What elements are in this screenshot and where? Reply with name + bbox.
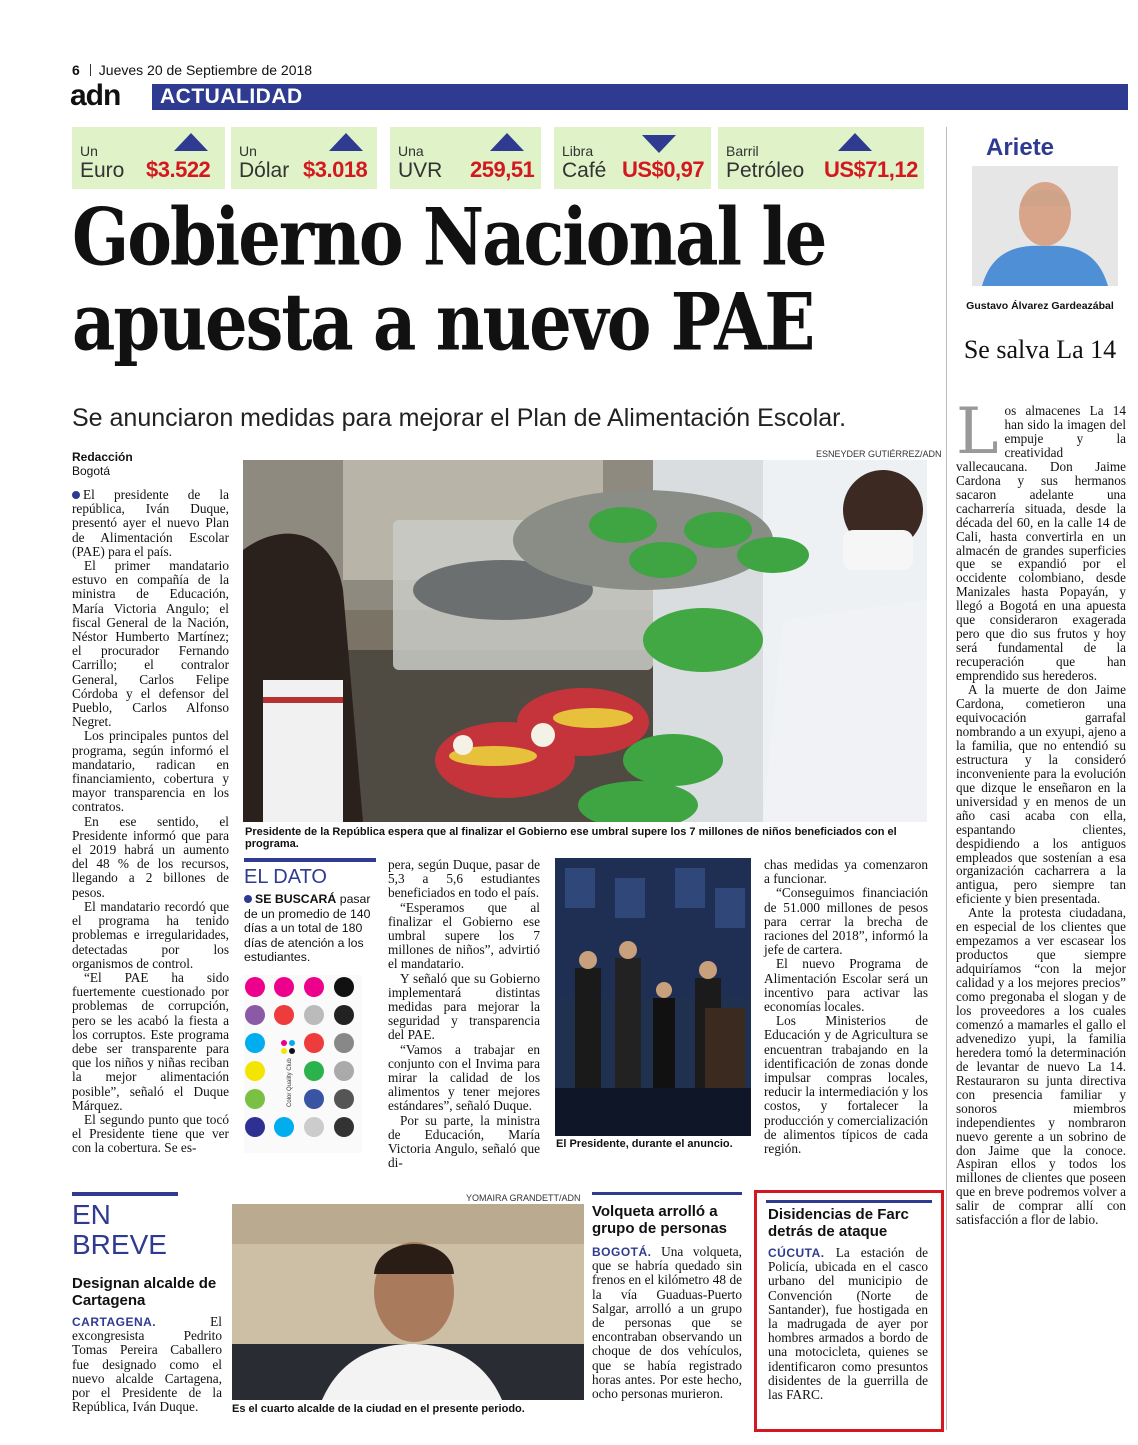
ticker-name: Café (562, 159, 607, 182)
ticker-cafe (554, 127, 711, 189)
column-author: Gustavo Álvarez Gardeazábal (966, 300, 1114, 312)
brief-3-headline: Disidencias de Farc detrás de ataque (768, 1206, 909, 1240)
issue-date: Jueves 20 de Septiembre de 2018 (98, 62, 313, 78)
dateline-place: CÚCUTA. (768, 1246, 825, 1260)
arrow-up-icon (490, 133, 524, 151)
paragraph: “Conseguimos financiación de 51.000 millones de pesos para cerrar la brecha de raciones del 2018”, informó la jefe de cartera. (764, 885, 928, 958)
bullet-icon (72, 491, 80, 499)
article-column-2 (388, 858, 540, 1170)
photo-credit: ESNEYDER GUTIÉRREZ/ADN (816, 449, 942, 459)
en-breve-title (72, 1200, 167, 1260)
brief-3-body (768, 1246, 928, 1402)
article-column-3 (764, 858, 928, 1156)
ticker-unit: Un (239, 143, 257, 159)
dato-lead: SE BUSCARÁ (255, 892, 337, 906)
ticker-value: 259,51 (470, 157, 535, 182)
brief-2-headline: Volqueta arrolló a grupo de personas (592, 1203, 728, 1237)
president-announcement-photo (555, 858, 751, 1136)
paragraph: A la muerte de don Jaime Cardona, cometieron una equivocación garrafal nombrando a un exyupi, ajeno a la familia, que no entendió su estructura y la consideró inconveniente para la evolución que dizque le enseñaron en la universidad y en menos de un año casi acaba con ella, espantando clientes, despidiendo a los antiguos empleados que sostenían a esa organización cacharrera a la antigua, pero siempre tan eficiente y bien presentada. (956, 682, 1126, 907)
arrow-up-icon (174, 133, 208, 151)
brief-1-headline: Designan alcalde de Cartagena (72, 1275, 217, 1309)
adn-logo: adn (70, 82, 150, 112)
brief-1-body (72, 1315, 222, 1414)
ticker-unit: Una (398, 143, 424, 159)
arrow-up-icon (329, 133, 363, 151)
paragraph: “Esperamos que al finalizar el Gobierno ese umbral supere los 7 millones de niños”, advirtió el mandatario. (388, 899, 540, 972)
page-number: 6 (72, 62, 80, 78)
paragraph: Ante la protesta ciudadana, en especial de los clientes que empezamos a ver escasear los productos que siempre adquiríamos “con la mejor calidad y a los mejores precios” como pregonaba el slogan y de los proveedores a los cuales comenzó a mamarles el gallo el advenedizo yupi, la familia heredera tomó la determinación de levantar de nuevo La 14. Restauraron su junta directiva con presencia familiar y sonoros miembros independientes y nombraron nuevo gerente a un sobrino de don Jaime que la conoce. Aspiran ellos y todos los millones de clientes que poseen que en breve podremos volver a salir de comprar allí con satisfacción a flor de labio. (956, 905, 1126, 1228)
ticker-petroleo (718, 127, 924, 189)
brief-text: La estación de Policía, ubicada en el casco urbano del municipio de Convención (Norte de Santander), fue hostigada en la madrugada de ayer por hombres armados a bordo de una motocicleta, quienes se identificaron como presuntos disidentes de la guerrilla de las FARC. (768, 1245, 929, 1403)
mayor-photo-caption: Es el cuarto alcalde de la ciudad en el presente periodo. (232, 1403, 525, 1415)
subheadline: Se anunciaron medidas para mejorar el Plan de Alimentación Escolar. (72, 404, 847, 432)
title-line: EN (72, 1199, 111, 1230)
ticker-name: Petróleo (726, 159, 805, 182)
author-photo (972, 166, 1118, 286)
paragraph: chas medidas ya comenzaron a funcionar. (764, 857, 928, 887)
paragraph: En ese sentido, el Presidente informó que para el 2019 habrá un aumento del 48 % de los recursos, llegando a 2 billones de pesos. (72, 813, 229, 900)
paragraph: “Vamos a trabajar en conjunto con el Invima para mirar la calidad de los alimentos y tener mejores estándares”, señaló Duque. (388, 1041, 540, 1114)
paragraph: El primer mandatario estuvo en compañía de la ministra de Educación, María Victoria Angulo; el fiscal General de la Nación, Néstor Humberto Martínez; el procurador Fernando Carrillo; el contralor General, Carlos Felipe Córdoba y el defensor del Pueblo, Carlos Alfonso Negret. (72, 558, 229, 730)
ticker-value: US$0,97 (622, 157, 705, 182)
paragraph: Los Ministerios de Educación y de Agricultura se encuentran trabajando en la identificación de zonas donde impulsar compras locales, reducir la intermediación y los costos, y fortalecer la producción y comercialización de alimentos típicos de cada región. (764, 1013, 928, 1157)
headline-line: Gobierno Nacional le (72, 190, 826, 284)
ticker-dolar (231, 127, 377, 189)
byline (72, 450, 133, 478)
byline-author: Redacción (72, 450, 133, 464)
brief-2-rule (592, 1192, 742, 1195)
brief-2-body (592, 1245, 742, 1401)
ticker-unit: Un (80, 143, 98, 159)
color-swatches (244, 975, 362, 1153)
mayor-portrait (232, 1204, 584, 1400)
ticker-value: $3.522 (146, 157, 211, 182)
paragraph-text: os almacenes La 14 han sido la imagen del empuje y la creatividad vallecaucana. Don Jaime Cardona y sus hermanos sacaron adelante una cacharrería situada, desde la década del 60, en la calle 14 de Cali, hasta convertirla en un almacén de grandes superficies que se expandió por el occidente colombiano, desde Manizales hasta Popayán, y llegó a Bogotá en una apuesta que consideraron exagerada pero que dio sus frutos y hoy será fundamental de la recuperación que han emprendido sus herederos. (956, 403, 1126, 684)
title-line: BREVE (72, 1229, 167, 1260)
paragraph (956, 395, 1126, 684)
photo-illustration (243, 460, 927, 822)
photo-credit: YOMAIRA GRANDETT/ADN (466, 1193, 581, 1203)
brief-3-rule (766, 1200, 932, 1203)
headline (72, 190, 942, 369)
paragraph-text: El presidente de la república, Iván Duque, presentó ayer el nuevo Plan de Alimentación Escolar (PAE) para el país. (72, 487, 229, 559)
author-portrait (972, 166, 1118, 286)
divider (90, 64, 91, 76)
column-body (956, 395, 1126, 1228)
color-quality-chart (244, 975, 362, 1153)
paragraph: El mandatario recordó que el programa ha tenido problemas e irregularidades, detectadas por los organismos de control. (72, 898, 229, 971)
paragraph: Por su parte, la ministra de Educación, María Victoria Angulo, señaló que di- (388, 1112, 540, 1171)
ticker-uvr (390, 127, 541, 189)
dateline-place: CARTAGENA. (72, 1315, 157, 1329)
school-lunch-photo (243, 460, 927, 822)
ticker-name: Dólar (239, 159, 290, 182)
main-photo-caption: Presidente de la República espera que al finalizar el Gobierno ese umbral supere los 7 millones de niños beneficiados con el programa. (245, 826, 897, 850)
paragraph: El nuevo Programa de Alimentación Escolar será un incentivo para activar las economías locales. (764, 956, 928, 1015)
ticker-value: US$71,12 (824, 157, 918, 182)
chart-label-text: Color Quality Club (287, 1058, 293, 1107)
article-column-1 (72, 488, 229, 1156)
ticker-euro (72, 127, 225, 189)
paragraph: El segundo punto que tocó el Presidente tiene que ver con la cobertura. Se es- (72, 1111, 229, 1156)
paragraph: “El PAE ha sido fuertemente cuestionado por problemas de corrupción, pero se les acabó la fiesta a los corruptos. Este programa debe ser transparente para que los niños y niñas reciban la mejor alimentación posible”, señaló el Duque Márquez. (72, 969, 229, 1113)
ticker-unit: Libra (562, 143, 594, 159)
photo-illustration (555, 858, 751, 1136)
section-label: ACTUALIDAD (160, 85, 303, 108)
page-dateline (72, 62, 312, 78)
dropcap: L (956, 395, 999, 469)
brief-text: Una volqueta, que se habría quedado sin frenos en el kilómetro 48 de la vía Guaduas-Puerto Salgar, arrolló a un grupo de personas que se encontraban observando un choque de dos vehículos, que se había registrado horas antes. Por este hecho, ocho personas murieron. (592, 1244, 743, 1402)
arrow-up-icon (838, 133, 872, 151)
ticker-unit: Barril (726, 143, 759, 159)
dato-body: pasar de un promedio de 140 días a un total de 180 días de atención a los estudiantes. (244, 892, 371, 964)
brief-text: El excongresista Pedrito Tomas Pereira Caballero fue designado como el nuevo alcalde Cartagena, por el Presidente de la República, Iván Duque. (72, 1314, 222, 1415)
dato-rule (244, 858, 376, 862)
paragraph: Y señaló que su Gobierno implementará distintas medidas para mejorar la seguridad y transparencia del PAE. (388, 970, 540, 1043)
dato-text (244, 892, 374, 965)
column-title: Se salva La 14 (963, 335, 1117, 364)
headline-line: apuesta a nuevo PAE (72, 275, 814, 369)
ticker-value: $3.018 (303, 157, 368, 182)
paragraph: Los principales puntos del programa, según informó el mandatario, radican en financiamiento, cobertura y mayor transparencia en los contratos. (72, 728, 229, 815)
arrow-down-icon (642, 135, 676, 153)
paragraph: pera, según Duque, pasar de 5,3 a 5,6 estudiantes beneficiados en todo el país. (388, 857, 540, 901)
byline-city: Bogotá (72, 464, 111, 478)
ticker-name: UVR (398, 159, 443, 182)
en-breve-rule (72, 1192, 178, 1196)
paragraph (72, 488, 229, 559)
dateline-place: BOGOTÁ. (592, 1245, 652, 1259)
ticker-name: Euro (80, 159, 125, 182)
column-label: Ariete (986, 134, 1055, 161)
dato-title: EL DATO (244, 866, 327, 888)
podium-photo-caption: El Presidente, durante el anuncio. (556, 1138, 733, 1150)
bullet-icon (244, 895, 252, 903)
mayor-photo (232, 1204, 584, 1400)
